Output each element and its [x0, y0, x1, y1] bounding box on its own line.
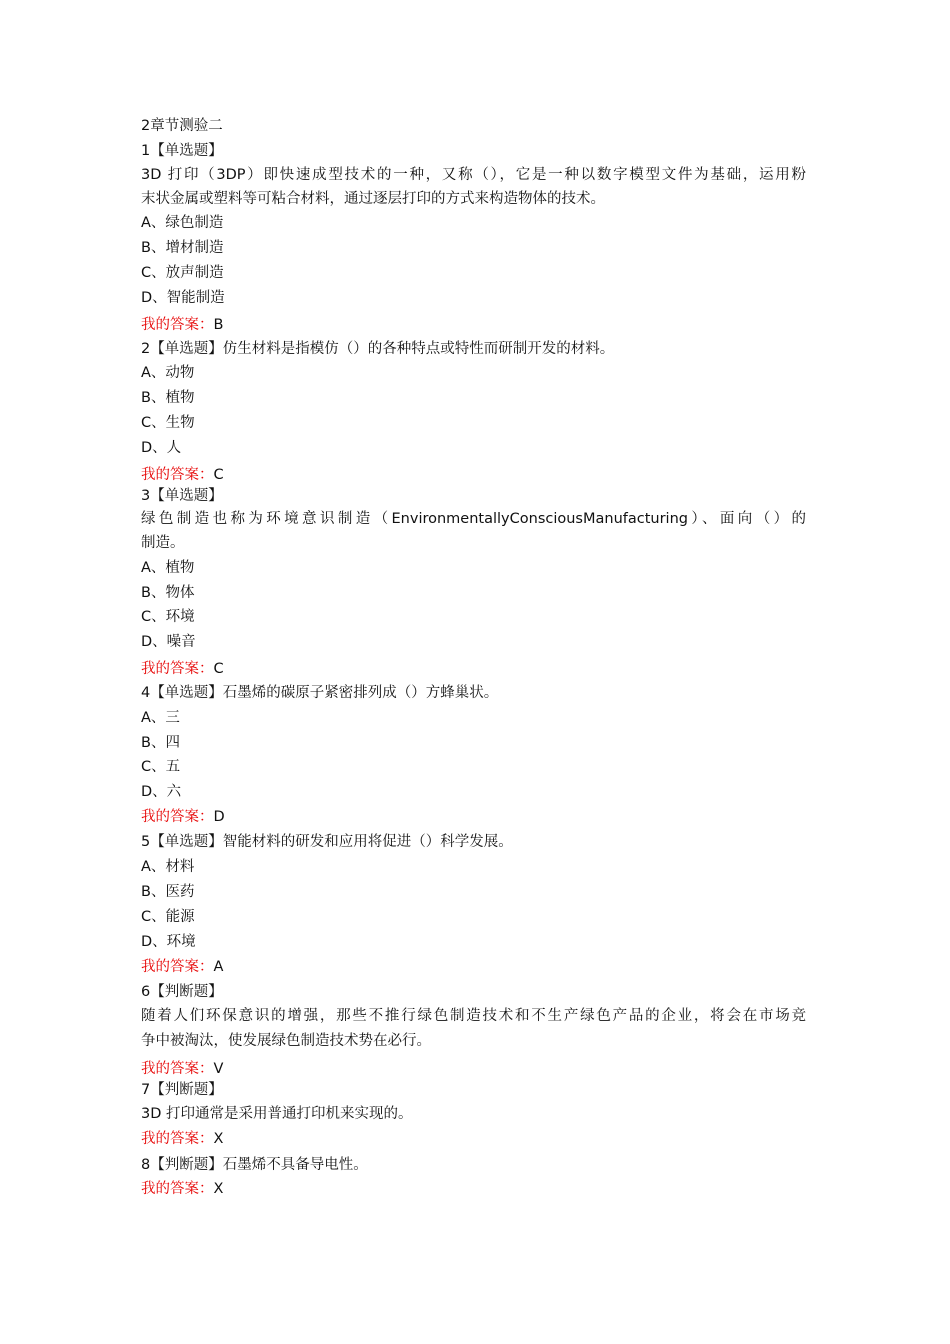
- answer-value: X: [213, 1181, 224, 1197]
- answer-value: X: [213, 1131, 224, 1147]
- option: D、人: [141, 440, 182, 456]
- answer-value: D: [213, 809, 225, 825]
- answer-label: 我的答案：: [141, 1181, 214, 1197]
- option: A、植物: [141, 560, 195, 576]
- option: D、噪音: [141, 634, 196, 650]
- option: B、物体: [141, 585, 195, 601]
- my-answer: [141, 465, 224, 485]
- option: C、放声制造: [141, 265, 224, 281]
- my-answer: [141, 1129, 223, 1149]
- answer-value: C: [213, 467, 224, 483]
- answer-value: B: [213, 317, 224, 333]
- question-text: 制造。: [141, 535, 185, 551]
- question-header: 3【单选题】: [141, 488, 223, 504]
- question-text: 随着人们环保意识的增强，那些不推行绿色制造技术和不生产绿色产品的企业，将会在市场竞: [141, 1008, 806, 1024]
- question-text: 3D 打印（3DP）即快速成型技术的一种，又称（），它是一种以数字模型文件为基础，运用粉: [141, 167, 806, 183]
- my-answer: [141, 315, 223, 335]
- answer-label: 我的答案：: [141, 809, 214, 825]
- answer-label: 我的答案：: [141, 661, 214, 677]
- answer-label: 我的答案：: [141, 1061, 214, 1077]
- option: A、绿色制造: [141, 215, 224, 231]
- question-header: 7【判断题】: [141, 1082, 223, 1098]
- my-answer: [141, 659, 224, 679]
- answer-label: 我的答案：: [141, 317, 214, 333]
- question-header: 4【单选题】石墨烯的碳原子紧密排列成（）方蜂巢状。: [141, 685, 499, 701]
- question-text: 末状金属或塑料等可粘合材料，通过逐层打印的方式来构造物体的技术。: [141, 191, 605, 207]
- question-header: 2【单选题】仿生材料是指模仿（）的各种特点或特性而研制开发的材料。: [141, 341, 615, 357]
- option: C、环境: [141, 609, 195, 625]
- option: C、生物: [141, 415, 195, 431]
- question-text: 绿色制造也称为环境意识制造（EnvironmentallyConsciousManufacturing）、面向（）的: [141, 511, 806, 527]
- answer-label: 我的答案：: [141, 1131, 214, 1147]
- my-answer: [141, 1179, 223, 1199]
- option: A、材料: [141, 859, 195, 875]
- option: D、六: [141, 784, 182, 800]
- option: D、环境: [141, 934, 196, 950]
- answer-label: 我的答案：: [141, 467, 214, 483]
- question-header: 1【单选题】: [141, 143, 223, 159]
- option: B、植物: [141, 390, 195, 406]
- option: A、三: [141, 710, 180, 726]
- option: C、能源: [141, 909, 195, 925]
- option: A、动物: [141, 365, 195, 381]
- my-answer: [141, 807, 225, 827]
- option: C、五: [141, 759, 181, 775]
- question-text: 3D 打印通常是采用普通打印机来实现的。: [141, 1106, 413, 1122]
- question-header: 6【判断题】: [141, 984, 223, 1000]
- option: B、四: [141, 735, 180, 751]
- option: D、智能制造: [141, 290, 225, 306]
- question-header: 5【单选题】智能材料的研发和应用将促进（）科学发展。: [141, 834, 513, 850]
- option: B、医药: [141, 884, 195, 900]
- answer-value: A: [213, 959, 224, 975]
- answer-value: V: [213, 1061, 224, 1077]
- question-text: 争中被淘汰，使发展绿色制造技术势在必行。: [141, 1033, 431, 1049]
- answer-value: C: [213, 661, 224, 677]
- my-answer: [141, 1059, 223, 1079]
- my-answer: [141, 957, 223, 977]
- option: B、增材制造: [141, 240, 224, 256]
- question-header: 8【判断题】石墨烯不具备导电性。: [141, 1157, 368, 1173]
- document-title: 2章节测验二: [141, 118, 223, 134]
- answer-label: 我的答案：: [141, 959, 214, 975]
